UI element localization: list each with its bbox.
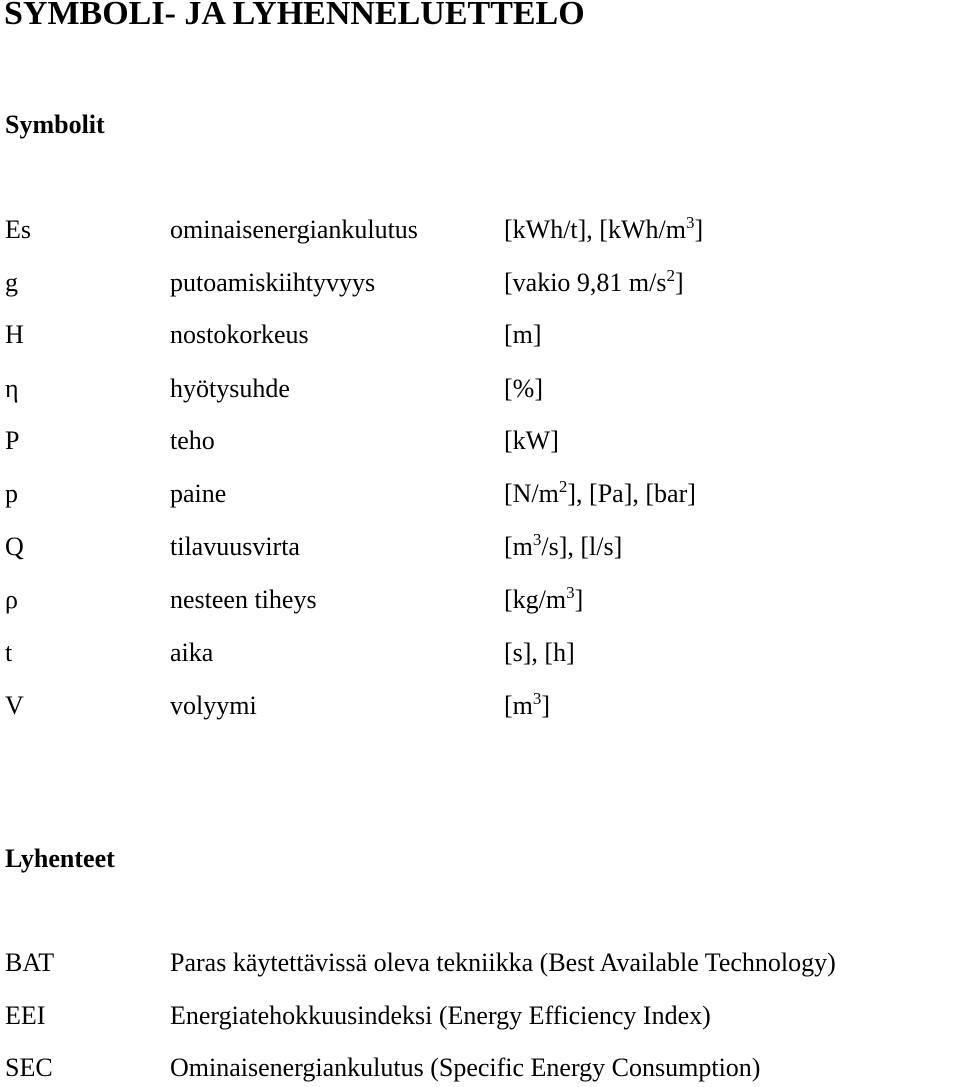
symbol-unit: [vakio 9,81 $m/s^2$] bbox=[504, 266, 684, 297]
symbol: Es bbox=[5, 215, 31, 244]
symbol-description: teho bbox=[170, 426, 215, 455]
symbol-unit: [m] bbox=[504, 320, 542, 349]
abbreviation: EEI bbox=[5, 1001, 46, 1030]
symbol-description: putoamiskiihtyvyys bbox=[170, 268, 376, 297]
page-title: SYMBOLI- JA LYHENNELUETTELO bbox=[4, 0, 585, 32]
abbreviation-description: Ominaisenergiankulutus (Specific Energy Consumption) bbox=[170, 1053, 761, 1082]
symbol-unit: [kW] bbox=[504, 426, 559, 455]
symbol: p bbox=[5, 479, 18, 508]
symbol-row bbox=[0, 318, 960, 352]
symbol-unit: [%] bbox=[504, 374, 543, 403]
symbol-unit: $[m^3/s]$, [l/s] bbox=[504, 530, 623, 561]
symbol: H bbox=[5, 320, 24, 349]
symbol: η bbox=[5, 374, 19, 403]
symbol: P bbox=[5, 426, 20, 455]
symbol-description: nostokorkeus bbox=[170, 320, 309, 349]
abbreviation-row bbox=[0, 998, 960, 1034]
symbol-description: paine bbox=[170, 479, 227, 508]
symbol: g bbox=[5, 268, 18, 297]
abbreviation-row bbox=[0, 1050, 960, 1086]
symbol-unit: $[m^3]$ bbox=[504, 689, 551, 720]
symbol: Q bbox=[5, 532, 24, 561]
symbol-unit: $[N/m^2]$, [Pa], [bar] bbox=[504, 477, 696, 508]
symbol-description: aika bbox=[170, 638, 214, 667]
symbol-row bbox=[0, 636, 960, 670]
symbol-description: volyymi bbox=[170, 691, 257, 720]
symbol-row bbox=[0, 583, 960, 617]
symbol-row bbox=[0, 530, 960, 564]
symbol: ρ bbox=[5, 585, 18, 614]
symbol-unit: [s], [h] bbox=[504, 638, 575, 667]
symbol: t bbox=[5, 638, 13, 667]
symbol-unit: $[kg/m^3]$ bbox=[504, 583, 584, 614]
symbol-description: hyötysuhde bbox=[170, 374, 290, 403]
symbol-row bbox=[0, 372, 960, 406]
abbreviation: SEC bbox=[5, 1053, 53, 1082]
symbol: V bbox=[5, 691, 24, 720]
symbol-unit: [kWh/t], $[kWh/m^3]$ bbox=[504, 213, 704, 244]
symbol-description: nesteen tiheys bbox=[170, 585, 317, 614]
abbreviation-description: Energiatehokkuusindeksi (Energy Efficiency Index) bbox=[170, 1001, 711, 1030]
abbreviation-row bbox=[0, 945, 960, 981]
symbol-row bbox=[0, 213, 960, 247]
abbreviations-heading: Lyhenteet bbox=[5, 844, 115, 873]
symbol-description: ominaisenergiankulutus bbox=[170, 215, 418, 244]
symbol-row bbox=[0, 266, 960, 300]
symbol-row bbox=[0, 424, 960, 458]
symbols-heading: Symbolit bbox=[5, 110, 105, 139]
symbol-row bbox=[0, 477, 960, 511]
abbreviation-description: Paras käytettävissä oleva tekniikka (Best Available Technology) bbox=[170, 948, 836, 977]
abbreviation: BAT bbox=[5, 948, 55, 977]
symbol-row bbox=[0, 689, 960, 723]
symbol-description: tilavuusvirta bbox=[170, 532, 300, 561]
